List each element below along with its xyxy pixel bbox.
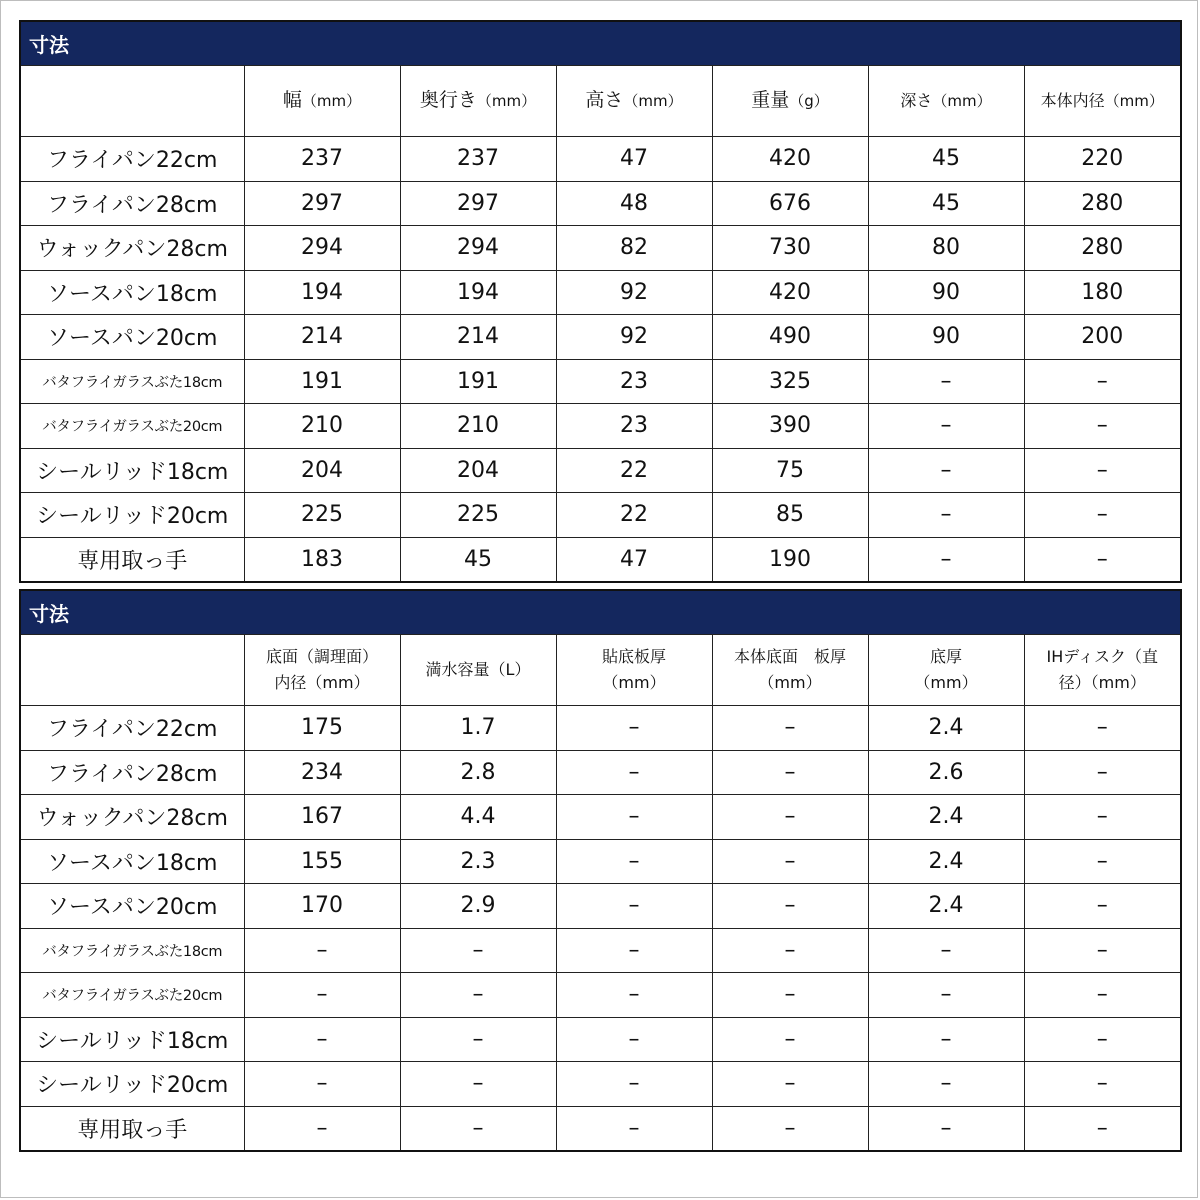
- table-row: [20, 795, 1181, 840]
- table-cell: –: [556, 795, 712, 840]
- column-header: 深さ（mm）: [868, 66, 1024, 137]
- table-cell: 23: [556, 404, 712, 449]
- column-header: 本体内径（mm）: [1024, 66, 1181, 137]
- table-row: [20, 706, 1181, 751]
- table-cell: 2.4: [868, 839, 1024, 884]
- table-row: [20, 884, 1181, 929]
- table-cell: 2.8: [400, 750, 556, 795]
- table-cell: –: [556, 1106, 712, 1151]
- table-cell: 155: [244, 839, 400, 884]
- table-cell: –: [244, 1062, 400, 1107]
- table-cell: –: [1024, 537, 1181, 582]
- table-cell: 210: [400, 404, 556, 449]
- table-cell: –: [868, 448, 1024, 493]
- table-cell: 294: [400, 226, 556, 271]
- dimensions-table-2: [19, 589, 1182, 1152]
- table-cell: 237: [400, 137, 556, 182]
- table-cell: 75: [712, 448, 868, 493]
- table-cell: –: [1024, 359, 1181, 404]
- table-row: [20, 137, 1181, 182]
- table-cell: 280: [1024, 226, 1181, 271]
- table-cell: 297: [400, 181, 556, 226]
- row-label: ソースパン18cm: [20, 270, 244, 315]
- table-cell: –: [244, 1106, 400, 1151]
- table-cell: 92: [556, 315, 712, 360]
- table-title: 寸法: [20, 590, 1181, 635]
- table-row: [20, 1106, 1181, 1151]
- table-row: [20, 750, 1181, 795]
- table-cell: 47: [556, 137, 712, 182]
- table-cell: 225: [400, 493, 556, 538]
- table-title: 寸法: [20, 21, 1181, 66]
- table-cell: 48: [556, 181, 712, 226]
- table-cell: 191: [244, 359, 400, 404]
- table-cell: 390: [712, 404, 868, 449]
- table-cell: –: [1024, 706, 1181, 751]
- row-label: フライパン22cm: [20, 137, 244, 182]
- table-cell: –: [1024, 839, 1181, 884]
- table-cell: 23: [556, 359, 712, 404]
- table-cell: 183: [244, 537, 400, 582]
- table-cell: 490: [712, 315, 868, 360]
- table-cell: 200: [1024, 315, 1181, 360]
- table-cell: 280: [1024, 181, 1181, 226]
- table-cell: –: [712, 1017, 868, 1062]
- column-header: 本体底面 板厚 （mm）: [712, 635, 868, 706]
- table-cell: 2.4: [868, 706, 1024, 751]
- table-cell: 85: [712, 493, 868, 538]
- table-cell: –: [1024, 750, 1181, 795]
- table-cell: 294: [244, 226, 400, 271]
- table-cell: 194: [400, 270, 556, 315]
- table-cell: –: [1024, 1062, 1181, 1107]
- column-header: 幅（mm）: [244, 66, 400, 137]
- table-cell: 237: [244, 137, 400, 182]
- table-row: [20, 493, 1181, 538]
- table-cell: –: [868, 493, 1024, 538]
- row-label: ウォックパン28cm: [20, 226, 244, 271]
- row-label: シールリッド20cm: [20, 1062, 244, 1107]
- table-cell: –: [400, 928, 556, 973]
- table-cell: –: [712, 884, 868, 929]
- table-row: [20, 537, 1181, 582]
- table-cell: 90: [868, 315, 1024, 360]
- table-cell: –: [712, 750, 868, 795]
- table-cell: 325: [712, 359, 868, 404]
- header-row: [20, 635, 1181, 706]
- table-cell: 2.4: [868, 884, 1024, 929]
- table-cell: –: [868, 928, 1024, 973]
- table-cell: –: [868, 359, 1024, 404]
- table-cell: –: [400, 973, 556, 1018]
- row-label: ソースパン20cm: [20, 884, 244, 929]
- table-cell: 194: [244, 270, 400, 315]
- table-cell: –: [868, 1062, 1024, 1107]
- column-header: 貼底板厚 （mm）: [556, 635, 712, 706]
- table-cell: 420: [712, 270, 868, 315]
- table-cell: –: [556, 1062, 712, 1107]
- table-cell: 190: [712, 537, 868, 582]
- table-cell: 45: [868, 181, 1024, 226]
- table-cell: –: [868, 537, 1024, 582]
- table-cell: 220: [1024, 137, 1181, 182]
- table-cell: –: [1024, 884, 1181, 929]
- header-row: [20, 66, 1181, 137]
- table-cell: 204: [400, 448, 556, 493]
- table-cell: –: [712, 973, 868, 1018]
- row-label: フライパン28cm: [20, 750, 244, 795]
- table-cell: 2.9: [400, 884, 556, 929]
- table-row: [20, 181, 1181, 226]
- table-cell: 234: [244, 750, 400, 795]
- table-cell: –: [868, 973, 1024, 1018]
- table-row: [20, 226, 1181, 271]
- table-cell: –: [712, 795, 868, 840]
- table-cell: –: [556, 884, 712, 929]
- column-header: 満水容量（L）: [400, 635, 556, 706]
- table-cell: –: [712, 1106, 868, 1151]
- table-cell: 22: [556, 448, 712, 493]
- row-label: 専用取っ手: [20, 537, 244, 582]
- row-label: ソースパン20cm: [20, 315, 244, 360]
- table-cell: 214: [400, 315, 556, 360]
- table-cell: 92: [556, 270, 712, 315]
- header-empty-cell: [20, 635, 244, 706]
- table-cell: 1.7: [400, 706, 556, 751]
- table-cell: 167: [244, 795, 400, 840]
- table-cell: 2.3: [400, 839, 556, 884]
- column-header: 底厚 （mm）: [868, 635, 1024, 706]
- table-cell: 204: [244, 448, 400, 493]
- table-row: [20, 315, 1181, 360]
- table-row: [20, 839, 1181, 884]
- table-cell: 175: [244, 706, 400, 751]
- row-label: バタフライガラスぶた18cm: [20, 928, 244, 973]
- table-cell: –: [556, 1017, 712, 1062]
- table-cell: 4.4: [400, 795, 556, 840]
- table-cell: 82: [556, 226, 712, 271]
- table-cell: –: [1024, 404, 1181, 449]
- row-label: シールリッド18cm: [20, 448, 244, 493]
- row-label: ソースパン18cm: [20, 839, 244, 884]
- table-cell: 170: [244, 884, 400, 929]
- table-row: [20, 404, 1181, 449]
- table-cell: 47: [556, 537, 712, 582]
- row-label: バタフライガラスぶた20cm: [20, 973, 244, 1018]
- table-cell: –: [556, 839, 712, 884]
- table-cell: –: [868, 1106, 1024, 1151]
- table-cell: 225: [244, 493, 400, 538]
- table-cell: –: [712, 928, 868, 973]
- row-label: バタフライガラスぶた20cm: [20, 404, 244, 449]
- table-cell: –: [868, 404, 1024, 449]
- table-cell: 420: [712, 137, 868, 182]
- table-row: [20, 928, 1181, 973]
- table-cell: 45: [400, 537, 556, 582]
- table-cell: 45: [868, 137, 1024, 182]
- table-cell: –: [400, 1062, 556, 1107]
- row-label: フライパン28cm: [20, 181, 244, 226]
- column-header: 奥行き（mm）: [400, 66, 556, 137]
- column-header: 底面（調理面） 内径（mm）: [244, 635, 400, 706]
- table-cell: 730: [712, 226, 868, 271]
- table-cell: 22: [556, 493, 712, 538]
- table-cell: –: [244, 928, 400, 973]
- table-cell: –: [244, 1017, 400, 1062]
- table-cell: –: [1024, 795, 1181, 840]
- table-cell: –: [1024, 1017, 1181, 1062]
- table-cell: 2.4: [868, 795, 1024, 840]
- table-cell: –: [712, 706, 868, 751]
- table-cell: 676: [712, 181, 868, 226]
- table-cell: –: [556, 750, 712, 795]
- row-label: ウォックパン28cm: [20, 795, 244, 840]
- table-row: [20, 448, 1181, 493]
- column-header: IHディスク（直 径）（mm）: [1024, 635, 1181, 706]
- table-cell: –: [1024, 448, 1181, 493]
- table-cell: –: [1024, 973, 1181, 1018]
- table-cell: 297: [244, 181, 400, 226]
- table-row: [20, 973, 1181, 1018]
- table-cell: –: [1024, 493, 1181, 538]
- table-cell: –: [1024, 928, 1181, 973]
- table-row: [20, 1017, 1181, 1062]
- table-cell: –: [556, 928, 712, 973]
- row-label: シールリッド18cm: [20, 1017, 244, 1062]
- table-cell: 90: [868, 270, 1024, 315]
- table-row: [20, 270, 1181, 315]
- table-cell: –: [400, 1017, 556, 1062]
- table-cell: –: [1024, 1106, 1181, 1151]
- dimensions-table-1: [19, 20, 1182, 583]
- table-cell: 2.6: [868, 750, 1024, 795]
- table-row: [20, 359, 1181, 404]
- table-row: [20, 1062, 1181, 1107]
- column-header: 高さ（mm）: [556, 66, 712, 137]
- row-label: 専用取っ手: [20, 1106, 244, 1151]
- table-cell: 191: [400, 359, 556, 404]
- row-label: シールリッド20cm: [20, 493, 244, 538]
- table-cell: –: [556, 706, 712, 751]
- table-cell: –: [712, 839, 868, 884]
- column-header: 重量（g）: [712, 66, 868, 137]
- table-cell: 214: [244, 315, 400, 360]
- table-cell: –: [244, 973, 400, 1018]
- table-cell: 80: [868, 226, 1024, 271]
- row-label: フライパン22cm: [20, 706, 244, 751]
- row-label: バタフライガラスぶた18cm: [20, 359, 244, 404]
- table-cell: –: [556, 973, 712, 1018]
- header-empty-cell: [20, 66, 244, 137]
- table-cell: 180: [1024, 270, 1181, 315]
- table-cell: 210: [244, 404, 400, 449]
- table-cell: –: [868, 1017, 1024, 1062]
- table-cell: –: [400, 1106, 556, 1151]
- table-cell: –: [712, 1062, 868, 1107]
